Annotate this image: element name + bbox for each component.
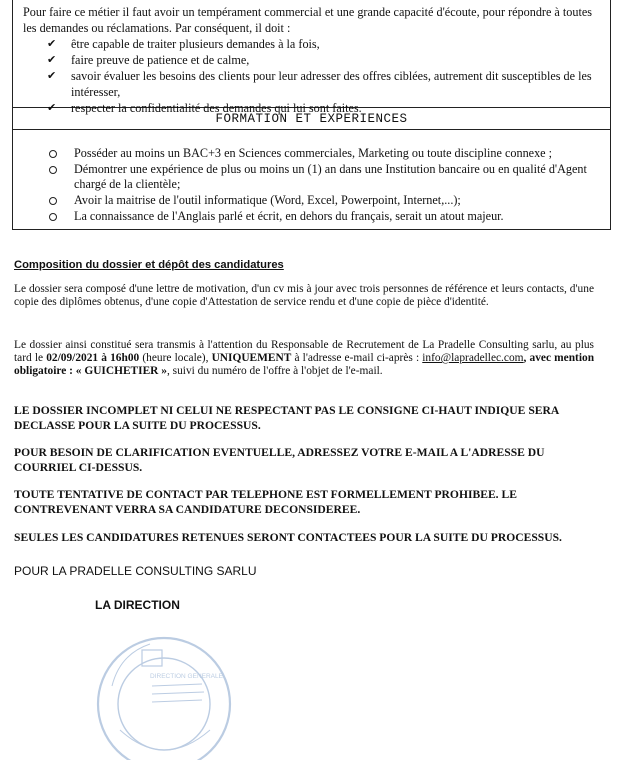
list-item bbox=[49, 162, 600, 192]
signature-direction: LA DIRECTION bbox=[95, 598, 180, 612]
list-item-text: Avoir la maitrise de l'outil informatique (Word, Excel, Powerpoint, Internet,...); bbox=[74, 193, 461, 207]
list-item bbox=[47, 36, 600, 52]
submission-paragraph: Le dossier ainsi constitué sera transmis à l'attention du Responsable de Recrutement de La Pradelle Consulting sarlu, au plus tard le 02/09/2021 à 16h00 (heure locale), UNIQUEMENT à l'adresse e-mail ci-après : info@lapradellec.com, avec mention obligatoire : « GUICHETIER », suivi du numéro de l'offre à l'objet de l'e-mail. bbox=[14, 339, 595, 377]
list-item bbox=[47, 68, 600, 100]
checkmark-icon: ✔ bbox=[47, 37, 57, 50]
notice-clarification: POUR BESOIN DE CLARIFICATION EVENTUELLE, ADRESSEZ VOTRE E-MAIL A L'ADRESSE DU COURRIEL CI-DESSUS. bbox=[14, 446, 545, 474]
deadline-date: 02/09/2021 bbox=[46, 352, 99, 364]
list-item bbox=[49, 146, 600, 161]
list-item-text: La connaissance de l'Anglais parlé et écrit, en dehors du français, serait un atout majeur. bbox=[74, 209, 504, 223]
composition-title: Composition du dossier et dépôt des candidatures bbox=[14, 259, 284, 271]
list-item bbox=[49, 209, 600, 224]
profile-requirements-box bbox=[12, 0, 611, 115]
email-link[interactable]: info@lapradellec.com bbox=[422, 352, 524, 364]
stamp-text: DIRECTION GENERALE bbox=[150, 673, 223, 680]
notice-selected: SEULES LES CANDIDATURES RETENUES SERONT CONTACTEES POUR LA SUITE DU PROCESSUS. bbox=[14, 531, 562, 544]
checkmark-icon: ✔ bbox=[47, 53, 57, 66]
list-item-text: être capable de traiter plusieurs demandes à la fois, bbox=[71, 37, 320, 51]
list-item-text: Posséder au moins un BAC+3 en Sciences commerciales, Marketing ou toute discipline connexe ; bbox=[74, 146, 553, 160]
list-item bbox=[49, 193, 600, 208]
formation-box bbox=[12, 130, 611, 230]
company-stamp-icon bbox=[90, 630, 238, 760]
list-item-text: Démontrer une expérience de plus ou moins un (1) an dans une Institution bancaire ou en qualité d'Agent chargé de la clientèle; bbox=[74, 162, 587, 191]
composition-paragraph: Le dossier sera composé d'une lettre de motivation, d'un cv mis à jour avec trois personnes de référence et leurs contacts, d'une copie des diplômes obtenus, d'une copie d'Attestation de service rendu et d'une copie de pièce d'identité. bbox=[14, 283, 594, 308]
circle-bullet-icon bbox=[49, 166, 57, 174]
requirements-list bbox=[23, 36, 600, 116]
formation-list bbox=[23, 146, 600, 224]
checkmark-icon: ✔ bbox=[47, 69, 57, 82]
deadline-time: 16h00 bbox=[110, 352, 140, 364]
list-item bbox=[47, 52, 600, 68]
list-item-text: savoir évaluer les besoins des clients pour leur adresser des offres ciblées, autrement dit susceptibles de les intéresser, bbox=[71, 69, 592, 99]
checkmark-icon: ✔ bbox=[47, 101, 57, 114]
only-label: UNIQUEMENT bbox=[211, 352, 292, 364]
notice-phone: TOUTE TENTATIVE DE CONTACT PAR TELEPHONE EST FORMELLEMENT PROHIBEE. LE CONTREVENANT VERRA SA CANDIDATURE DECONSIDEREE. bbox=[14, 488, 517, 516]
list-item-text: faire preuve de patience et de calme, bbox=[71, 53, 250, 67]
requirements-intro: Pour faire ce métier il faut avoir un tempérament commercial et une grande capacité d'écoute, pour répondre à toutes les demandes ou réclamations. Par conséquent, il doit : bbox=[23, 5, 592, 35]
formation-heading: FORMATION ET EXPERIENCES bbox=[12, 108, 611, 130]
circle-bullet-icon bbox=[49, 213, 57, 221]
notice-incomplete: LE DOSSIER INCOMPLET NI CELUI NE RESPECTANT PAS LE CONSIGNE CI-HAUT INDIQUE SERA DECLASSE POUR LA SUITE DU PROCESSUS. bbox=[14, 404, 559, 432]
circle-bullet-icon bbox=[49, 150, 57, 158]
mention-label: , avec mention obligatoire : « GUICHETIER » bbox=[14, 352, 595, 377]
signature-company: POUR LA PRADELLE CONSULTING SARLU bbox=[14, 564, 257, 578]
circle-bullet-icon bbox=[49, 197, 57, 205]
list-item-text: respecter la confidentialité des demandes qui lui sont faites. bbox=[71, 101, 362, 115]
